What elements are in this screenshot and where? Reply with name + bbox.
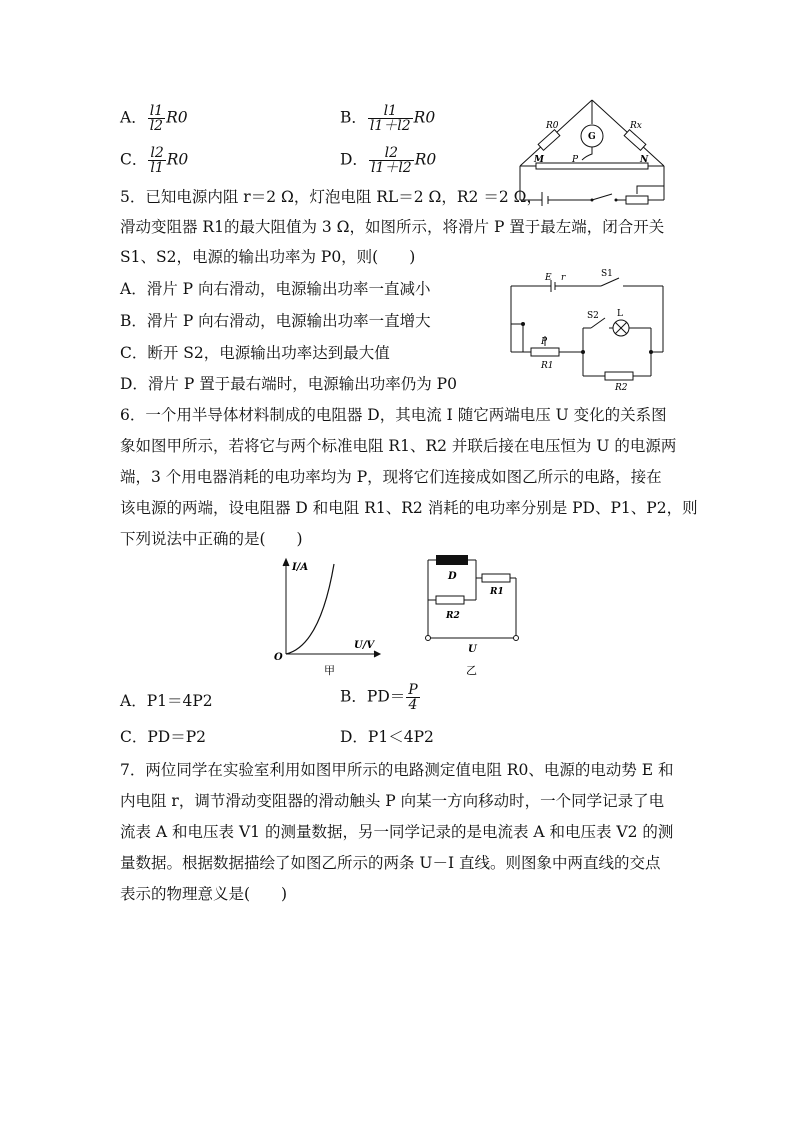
fraction: $\frac{P}{4}$ (408, 682, 418, 713)
label-p: P (572, 155, 579, 165)
fraction: $\frac{l2}{l1+l2}$ (370, 145, 412, 176)
q7-line-3: 流表 A 和电压表 V1 的测量数据，另一同学记录的是电流表 A 和电压表 V2 的测 (120, 823, 674, 841)
label-r2: R2 (446, 611, 460, 621)
label-m: M (534, 155, 544, 165)
q6-option-d: D．P1＜4P2 (340, 728, 434, 746)
q6-option-b: B．PD＝ $\frac{P}{4}$ (340, 682, 418, 713)
q7-line-4: 量数据。根据数据描绘了如图乙所示的两条 U－I 直线。则图象中两直线的交点 (120, 854, 661, 872)
label-e: E (545, 273, 552, 283)
q5-option-a: A．滑片 P 向右滑动，电源输出功率一直减小 (120, 280, 431, 298)
figure-caption-jia: 甲 (324, 664, 335, 677)
q5-line-2: 滑动变阻器 R1的最大阻值为 3 Ω，如图所示，将滑片 P 置于最左端，闭合开关 (120, 218, 665, 236)
y-axis-label: I/A (292, 562, 309, 573)
q5-line-3: S1、S2，电源的输出功率为 P0，则( ) (120, 248, 416, 266)
label-r1: R1 (490, 587, 504, 597)
q5-option-b: B．滑片 P 向右滑动，电源输出功率一直增大 (120, 312, 431, 330)
label-r: r (561, 273, 566, 283)
q5-line-1: 5．已知电源内阻 r＝2 Ω，灯泡电阻 RL＝2 Ω，R2 ＝2 Ω， (120, 188, 542, 206)
q7-line-1: 7．两位同学在实验室利用如图甲所示的电路测定值电阻 R0、电源的电动势 E 和 (120, 761, 674, 779)
fraction: $\frac{l1}{l2}$ (149, 103, 164, 134)
semiconductor-resistor-d (436, 555, 468, 565)
label-s2: S2 (587, 311, 599, 321)
label-l: L (617, 309, 623, 319)
x-axis-label: U/V (354, 640, 375, 651)
q6-line-3: 端，3 个用电器消耗的电功率均为 P，现将它们连接成如图乙所示的电路，接在 (120, 468, 662, 486)
q4-option-d: D． $\frac{l2}{l1+l2}$ R0 (340, 145, 437, 176)
q5-option-c: C．断开 S2，电源输出功率达到最大值 (120, 344, 390, 362)
origin-label: O (274, 652, 283, 663)
label-p: P (541, 337, 548, 347)
q5-circuit-figure (505, 268, 671, 394)
label-rx: Rx (630, 121, 642, 131)
q6-circuit-yi (416, 550, 528, 680)
q7-line-5: 表示的物理意义是( ) (120, 885, 288, 903)
figure-caption-yi: 乙 (466, 664, 477, 677)
galvanometer-label: G (588, 132, 596, 142)
q6-iu-graph (272, 556, 384, 678)
label-d: D (448, 571, 457, 582)
q4-option-c: C． $\frac{l2}{l1}$ R0 (120, 145, 189, 176)
fraction: $\frac{l2}{l1}$ (150, 145, 164, 176)
q6-line-4: 该电源的两端，设电阻器 D 和电阻 R1、R2 消耗的电功率分别是 PD、P1、P2，则 (120, 499, 698, 517)
label-r0: R0 (546, 121, 559, 131)
q5-option-d: D．滑片 P 置于最右端时，电源输出功率仍为 P0 (120, 375, 457, 393)
q6-line-1: 6．一个用半导体材料制成的电阻器 D，其电流 I 随它两端电压 U 变化的关系图 (120, 406, 667, 424)
q4-option-a: A． $\frac{l1}{l2}$ R0 (120, 103, 188, 134)
label-r2: R2 (615, 383, 628, 393)
label-n: N (640, 155, 649, 165)
q6-option-a: A．P1＝4P2 (120, 692, 213, 710)
q6-line-5: 下列说法中正确的是( ) (120, 530, 303, 548)
label-s1: S1 (601, 269, 613, 279)
fraction: $\frac{l1}{l1+l2}$ (369, 103, 411, 134)
q4-option-b: B． $\frac{l1}{l1+l2}$ R0 (340, 103, 436, 134)
q6-option-c: C．PD＝P2 (120, 728, 207, 746)
label-r1: R1 (541, 361, 554, 371)
q6-line-2: 象如图甲所示，若将它与两个标准电阻 R1、R2 并联后接在电压恒为 U 的电源两 (120, 437, 677, 455)
q7-line-2: 内电阻 r，调节滑动变阻器的滑动触头 P 向某一方向移动时，一个同学记录了电 (120, 792, 665, 810)
label-u: U (468, 644, 477, 655)
